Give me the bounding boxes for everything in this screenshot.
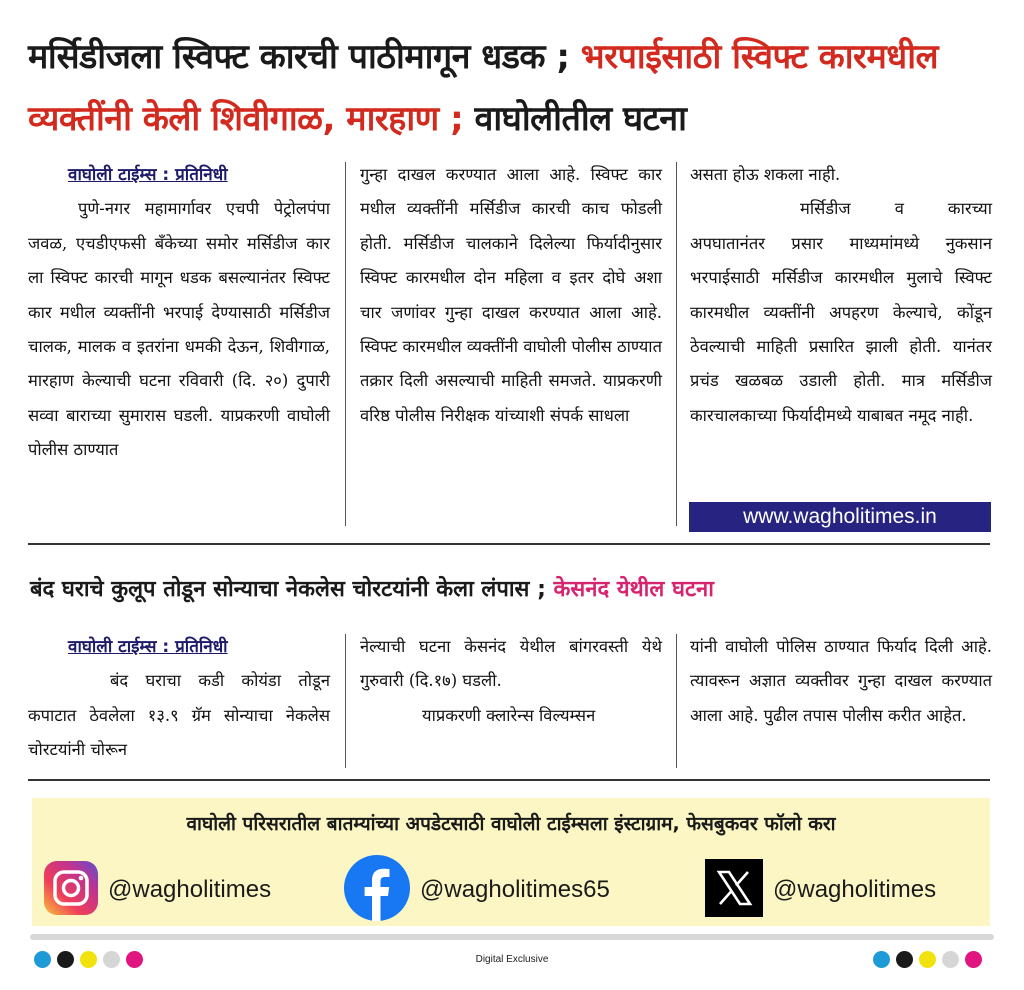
story2-col2-text-b: याप्रकरणी क्लारेन्स विल्यम्सन xyxy=(422,705,596,725)
story1-col3-text-a: असता होऊ शकला नाही. xyxy=(690,165,841,184)
x-link[interactable] xyxy=(705,859,936,921)
story2-col2-text-a: नेल्याची घटना केसनंद येथील बांगरवस्ती येथे गुरुवारी (दि.१७) घडली. xyxy=(360,637,662,691)
instagram-link[interactable] xyxy=(44,861,271,919)
facebook-icon xyxy=(344,855,410,925)
story2-column-1 xyxy=(28,630,330,768)
story2-col1-text: बंद घराचा कडी कोयंडा तोडून कपाटात ठेवलेला १३.९ ग्रॅम सोन्याचा नेकलेस चोरटयांनी चोरून xyxy=(28,671,330,760)
story2-headline xyxy=(30,570,1000,610)
story2-headline-pink: केसनंद येथील घटना xyxy=(553,577,714,602)
facebook-handle: @wagholitimes65 xyxy=(420,876,610,903)
story1-headline xyxy=(28,26,998,150)
bottom-bar xyxy=(30,934,994,940)
story1-column-2 xyxy=(360,158,662,433)
story1-headline-part2: वाघोलीतील घटना xyxy=(474,99,687,139)
social-follow-box xyxy=(32,798,990,926)
story2-byline: वाघोली टाईम्स : प्रतिनिधी xyxy=(68,637,228,657)
story1-col3-text-b: मर्सिडीज व कारच्या अपघातानंतर प्रसार माध्यमांमध्ये नुकसान भरपाईसाठी मर्सिडीज कारमधील मुलाचे स्विफ्ट कारमधील व्यक्तींनी अपहरण केल्याचे, कोंडून ठेवल्याची माहिती प्रसारित झाली होती. यानंतर प्रचंड खळबळ उडाली होती. मात्र मर्सिडीज कारचालकाच्या फिर्यादीमध्ये याबाबत नमूद नाही. xyxy=(690,199,992,425)
story2-col3-text: यांनी वाघोली पोलिस ठाण्यात फिर्याद दिली आहे. त्यावरून अज्ञात व्यक्तीवर गुन्हा दाखल करण्यात आला आहे. पुढील तपास पोलीस करीत आहेत. xyxy=(690,637,992,725)
website-url-banner[interactable]: www.wagholitimes.in xyxy=(689,502,991,532)
story1-column-3 xyxy=(690,158,992,433)
story1-column-1 xyxy=(28,158,330,468)
column-divider xyxy=(345,634,346,768)
story1-headline-red: भरपाईसाठी स्विफ्ट कारमधील व्यक्तींनी केली शिवीगाळ, मारहाण ; xyxy=(28,37,939,139)
story2-headline-black: बंद घराचे कुलूप तोडून सोन्याचा नेकलेस चोरटयांनी केला लंपास ; xyxy=(30,577,554,602)
story1-col2-text: गुन्हा दाखल करण्यात आला आहे. स्विफ्ट कार मधील व्यक्तींनी मर्सिडीज कारची काच फोडली होती. मर्सिडीज चालकाने दिलेल्या फिर्यादीनुसार स्विफ्ट कारमधील दोन महिला व इतर दोघे अशा चार जणांवर गुन्हा दाखल करण्यात आला आहे. स्विफ्ट कारमधील व्यक्तींनी वाघोली पोलीस ठाण्यात तक्रार दिली असल्याची माहिती समजते. याप्रकरणी वरिष्ठ पोलीस निरीक्षक यांच्याशी संपर्क साधला xyxy=(360,165,662,425)
story1-col1-text: पुणे-नगर महामार्गावर एचपी पेट्रोलपंपा जवळ, एचडीएफसी बँकेच्या समोर मर्सिडीज कार ला स्विफ्ट कारची मागून धडक बसल्यानंतर स्विफ्ट कार मधील व्यक्तींनी भरपाई देण्यासाठी मर्सिडीज चालक, मालक व इतरांना धमकी देऊन, शिवीगाळ, मारहाण केल्याची घटना रविवारी (दि. २०) दुपारी सव्वा बाराच्या सुमारास घडली. याप्रकरणी वाघोली पोलीस ठाण्यात xyxy=(28,199,330,460)
column-divider xyxy=(345,162,346,526)
section-divider xyxy=(28,543,990,545)
column-divider xyxy=(676,162,677,526)
story2-column-3 xyxy=(690,630,992,733)
column-divider xyxy=(676,634,677,768)
facebook-link[interactable] xyxy=(344,855,610,925)
story1-byline: वाघोली टाईम्स : प्रतिनिधी xyxy=(68,165,228,185)
instagram-handle: @wagholitimes xyxy=(108,876,272,903)
digital-exclusive-label: Digital Exclusive xyxy=(475,954,549,965)
x-icon xyxy=(705,859,763,921)
instagram-icon xyxy=(44,861,98,919)
x-handle: @wagholitimes xyxy=(773,876,937,903)
story2-column-2 xyxy=(360,630,662,733)
story1-headline-part1: मर्सिडीजला स्विफ्ट कारची पाठीमागून धडक ; xyxy=(28,37,581,77)
follow-prompt: वाघोली परिसरातील बातम्यांच्या अपडेटसाठी वाघोली टाईम्सला इंस्टाग्राम, फेसबुकवर फॉलो करा xyxy=(186,813,836,835)
section-divider xyxy=(28,779,990,781)
